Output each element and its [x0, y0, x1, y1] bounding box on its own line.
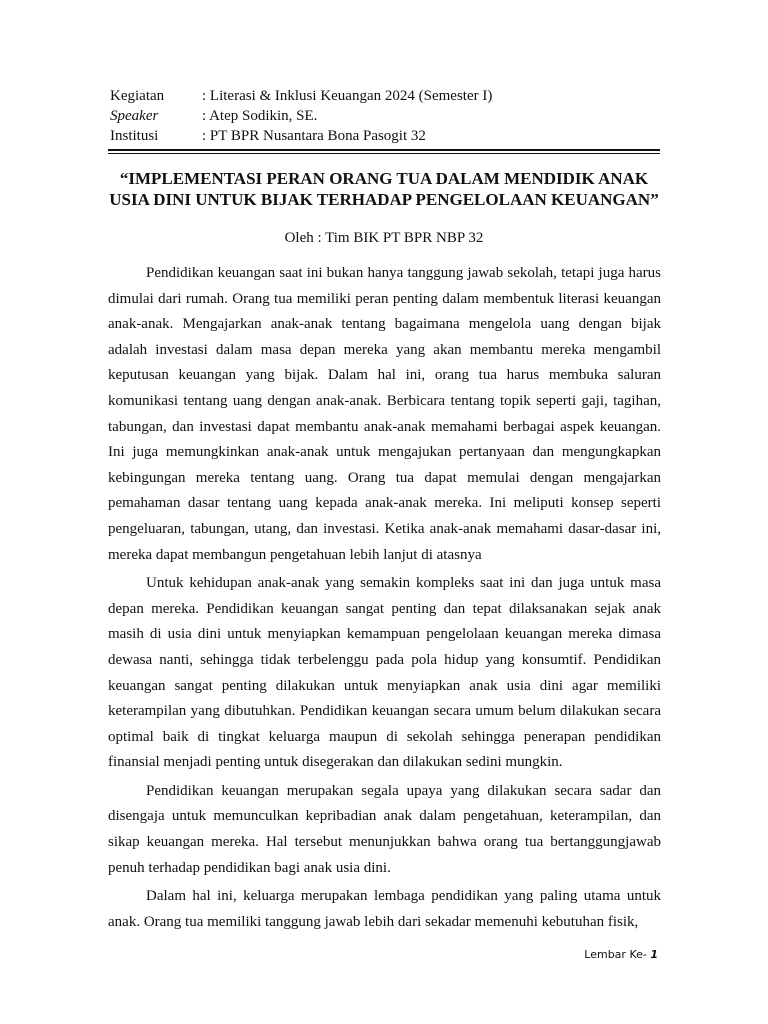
page-footer: [584, 948, 658, 961]
byline: Oleh : Tim BIK PT BPR NBP 32: [284, 230, 484, 246]
paragraph: Untuk kehidupan anak-anak yang semakin kompleks saat ini dan juga untuk masa depan mereka. Pendidikan keuangan sangat penting dan tepat dilaksanakan sejak anak masih di usia dini untuk menyiapkan kemampuan pengelolaan keuangan mereka dimasa dewasa nanti, sehingga tidak terbelenggu pada pola hidup yang konsumtif. Pendidikan keuangan sangat penting dilakukan untuk menyiapkan anak usia dini agar memiliki keterampilan yang dibutuhkan. Pendidikan keuangan secara umum belum dilakukan secara optimal baik di tingkat keluarga maupun di sekolah sehingga penerapan pendidikan finansial menjadi penting untuk disegerakan dan dilakukan sedini mungkin.: [108, 575, 661, 771]
paragraph: Pendidikan keuangan merupakan segala upaya yang dilakukan secara sadar dan disengaja untuk memunculkan kepribadian anak dalam pengetahuan, keterampilan, dan sikap keuangan mereka. Hal tersebut menunjukkan bahwa orang tua bertanggungjawab penuh terhadap pendidikan bagi anak usia dini.: [108, 782, 661, 876]
meta-value: : Literasi & Inklusi Keuangan 2024 (Semester I): [202, 88, 493, 104]
article-body: [108, 261, 661, 938]
meta-row-institusi: [110, 126, 492, 146]
paragraph: Dalam hal ini, keluarga merupakan lembaga pendidikan yang paling utama untuk anak. Orang tua memiliki tanggung jawab lebih dari sekadar memenuhi kebutuhan fisik,: [108, 888, 661, 930]
meta-label: Kegiatan: [110, 88, 165, 104]
meta-label: Speaker: [110, 108, 159, 124]
meta-row-kegiatan: [110, 86, 492, 106]
header-divider-thin: [108, 153, 660, 154]
meta-block: [110, 86, 492, 146]
page-number: 1: [650, 948, 658, 961]
header-divider-thick: [108, 149, 660, 151]
meta-row-speaker: [110, 106, 492, 126]
meta-value: : Atep Sodikin, SE.: [202, 108, 318, 124]
document-title: “IMPLEMENTASI PERAN ORANG TUA DALAM MENDIDIK ANAK USIA DINI UNTUK BIJAK TERHADAP PENGELOLAAN KEUANGAN”: [109, 169, 659, 209]
meta-label: Institusi: [110, 128, 159, 144]
meta-value: : PT BPR Nusantara Bona Pasogit 32: [202, 128, 426, 144]
paragraph: Pendidikan keuangan saat ini bukan hanya tanggung jawab sekolah, tetapi juga harus dimulai dari rumah. Orang tua memiliki peran penting dalam membentuk literasi keuangan anak-anak. Mengajarkan anak-anak tentang bagaimana mengelola uang dengan bijak adalah investasi dalam masa depan mereka yang akan membantu mereka mengambil keputusan keuangan yang bijak. Dalam hal ini, orang tua harus membuka saluran komunikasi tentang uang dengan anak-anak. Berbicara tentang topik seperti gaji, tagihan, tabungan, dan investasi dapat membantu anak-anak memahami berbagai aspek keuangan. Ini juga memungkinkan anak-anak untuk mengajukan pertanyaan dan mengungkapkan kebingungan mereka tentang uang. Orang tua dapat memulai dengan mengajarkan pemahaman dasar tentang uang kepada anak-anak mereka. Ini meliputi konsep seperti pengeluaran, tabungan, utang, dan investasi. Ketika anak-anak memahami dasar-dasar ini, mereka dapat membangun pengetahuan lebih lanjut di atasnya: [108, 265, 661, 563]
footer-label: Lembar Ke-: [584, 948, 651, 961]
